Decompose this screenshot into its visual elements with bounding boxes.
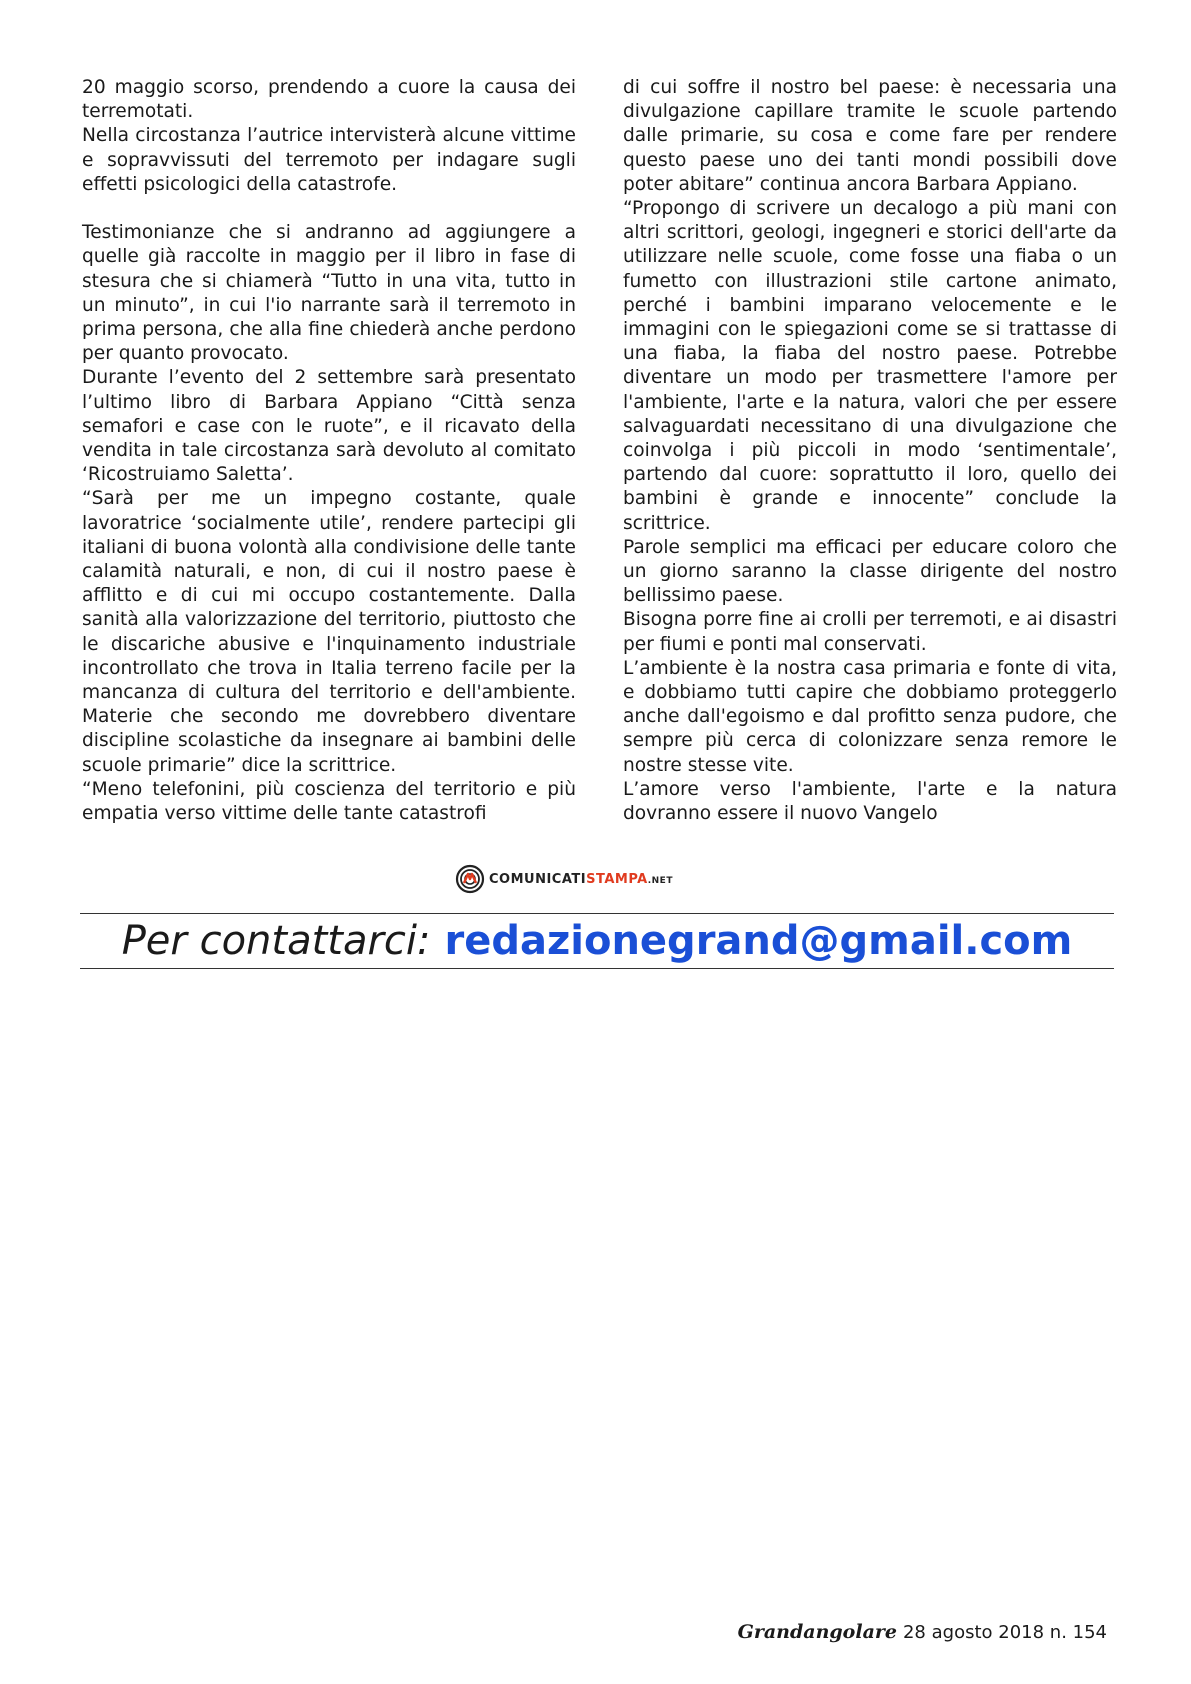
paragraph: “Propongo di scrivere un decalogo a più mani con altri scrittori, geologi, ingegneri e storici dell'arte da utilizzare nelle scuole, come fosse una fiaba o un fumetto con illustrazioni stile cartone animato, perché i bambini imparano velocemente e le immagini con le spiegazioni come se si trattasse di una fiaba, la fiaba del nostro paese. Potrebbe diventare un modo per trasmettere l'amore per l'ambiente, l'arte e la natura, valori che per essere salvaguardati necessitano di una divulgazione che coinvolga i più piccoli in modo ‘sentimentale’, partendo dal cuore: soprattutto il loro, quello dei bambini è grande e innocente” conclude la scrittrice. <box>623 198 1117 534</box>
article-column-right <box>623 76 1117 826</box>
paragraph: Durante l’evento del 2 settembre sarà presentato l’ultimo libro di Barbara Appiano “Città senza semafori e case con le ruote”, e il ricavato della vendita in tale circostanza sarà devoluto al comitato ‘Ricostruiamo Saletta’. <box>82 367 576 486</box>
contact-email-link[interactable]: redazionegrand@gmail.com <box>444 918 1073 964</box>
paragraph: “Meno telefonini, più coscienza del territorio e più empatia verso vittime delle tante catastrofi <box>82 778 576 825</box>
paragraph: L’ambiente è la nostra casa primaria e fonte di vita, e dobbiamo tutti capire che dobbiamo proteggerlo anche dall'egoismo e dal profitto senza pudore, che sempre più cerca di colonizzare senza remore le nostre stesse vite. <box>623 657 1117 776</box>
comunicatistampa-logo-icon <box>455 864 485 894</box>
paragraph: Bisogna porre fine ai crolli per terremoti, e ai disastri per fiumi e ponti mal conservati. <box>623 609 1117 655</box>
contact-label: Per contattarci: <box>121 918 431 964</box>
logo-wordmark <box>489 872 673 887</box>
logo-part3: .NET <box>647 875 673 886</box>
paragraph: “Sarà per me un impegno costante, quale lavoratrice ‘socialmente utile’, rendere partecipi gli italiani di buona volontà alla condivisione delle tante calamità naturali, e non, di cui il nostro paese è afflitto e di cui mi occupo costantemente. Dalla sanità alla valorizzazione del territorio, piuttosto che le discariche abusive e l'inquinamento industriale incontrollato che trova in Italia terreno facile per la mancanza di cultura del territorio e dell'ambiente. Materie che secondo me dovrebbero diventare discipline scolastiche da insegnare ai bambini delle scuole primarie” dice la scrittrice. <box>82 488 576 776</box>
divider-bottom <box>80 968 1114 969</box>
footer-issue: 28 agosto 2018 n. 154 <box>902 1622 1107 1643</box>
logo-part2: STAMPA <box>586 871 648 887</box>
article-column-left <box>82 76 576 826</box>
paragraph: Nella circostanza l’autrice intervisterà alcune vittime e sopravvissuti del terremoto per indagare sugli effetti psicologici della catastrofe. <box>82 125 576 195</box>
paragraph: Parole semplici ma efficaci per educare coloro che un giorno saranno la classe dirigente del nostro bellissimo paese. <box>623 536 1117 607</box>
paragraph: di cui soffre il nostro bel paese: è necessaria una divulgazione capillare tramite le scuole partendo dalle primarie, su cosa e come fare per rendere questo paese uno dei tanti mondi possibili dove poter abitare” continua ancora Barbara Appiano. <box>623 77 1117 195</box>
paragraph: L’amore verso l'ambiente, l'arte e la natura dovranno essere il nuovo Vangelo <box>623 778 1117 825</box>
footer-brand: Grandangolare <box>737 1621 897 1643</box>
page-footer <box>738 1621 1107 1643</box>
logo-part1: COMUNICATI <box>489 871 587 887</box>
contact-line <box>80 914 1114 968</box>
paragraph: 20 maggio scorso, prendendo a cuore la causa dei terremotati. <box>82 77 576 123</box>
paragraph: Testimonianze che si andranno ad aggiungere a quelle già raccolte in maggio per il libro in fase di stesura che si chiamerà “Tutto in una vita, tutto in un minuto”, in cui l'io narrante sarà il terremoto in prima persona, che alla fine chiederà anche perdono per quanto provocato. <box>82 222 576 365</box>
comunicatistampa-logo <box>455 864 673 894</box>
